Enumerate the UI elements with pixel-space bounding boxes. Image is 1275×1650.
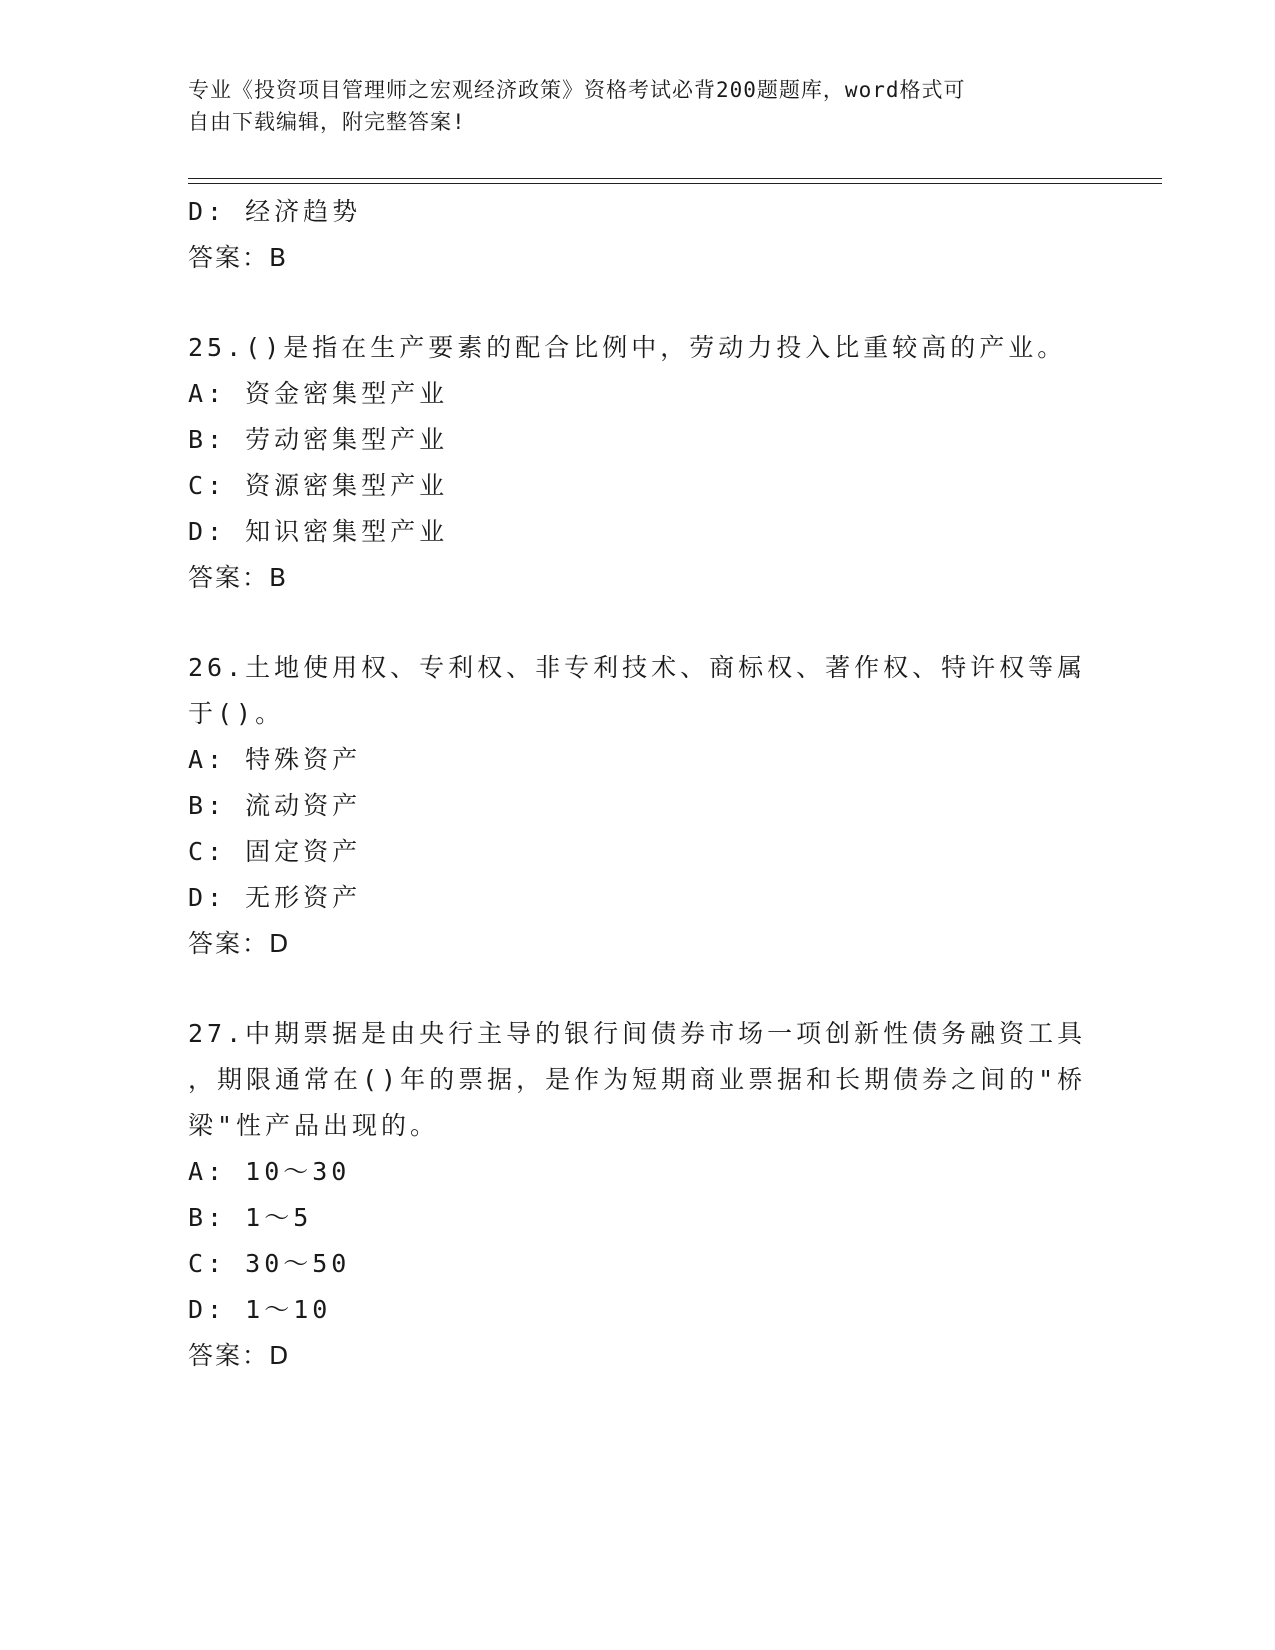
question-stem-line-1: 26.土地使用权、专利权、非专利技术、商标权、著作权、特许权等属 [188,653,1087,682]
header-divider-bottom [188,183,1162,184]
question-27 [188,1011,1088,1379]
question-25 [188,325,1088,601]
question-stem-line-3: 梁"性产品出现的。 [188,1111,440,1140]
option-c: C: 资源密集型产业 [188,471,449,500]
option-b: B: 劳动密集型产业 [188,425,449,454]
option-a: A: 10～30 [188,1157,351,1186]
answer-line: 答案：B [188,563,289,592]
header-divider-top [188,178,1162,179]
document-header [188,74,1088,138]
question-26 [188,645,1088,967]
option-d: D: 知识密集型产业 [188,517,449,546]
option-d: D: 1～10 [188,1295,332,1324]
answer-line: 答案：D [188,929,291,958]
answer-line: 答案：D [188,1341,291,1370]
option-d: D: 无形资产 [188,883,362,912]
question-list [188,189,1088,1379]
option-d: D: 经济趋势 [188,197,362,226]
question-stem: 25.()是指在生产要素的配合比例中，劳动力投入比重较高的产业。 [188,333,1067,362]
question-stem-line-2: 于()。 [188,699,285,728]
header-line-1: 专业《投资项目管理师之宏观经济政策》资格考试必背200题题库，word格式可 [188,78,966,102]
option-a: A: 特殊资产 [188,745,362,774]
option-a: A: 资金密集型产业 [188,379,449,408]
question-stem-line-1: 27.中期票据是由央行主导的银行间债券市场一项创新性债务融资工具 [188,1019,1087,1048]
question-stem-line-2: ，期限通常在()年的票据，是作为短期商业票据和长期债券之间的"桥 [188,1065,1087,1094]
answer-line: 答案：B [188,243,289,272]
option-b: B: 1～5 [188,1203,313,1232]
header-line-2: 自由下载编辑，附完整答案! [188,110,466,134]
option-c: C: 固定资产 [188,837,362,866]
previous-question-tail [188,189,1088,281]
option-b: B: 流动资产 [188,791,362,820]
option-c: C: 30～50 [188,1249,351,1278]
